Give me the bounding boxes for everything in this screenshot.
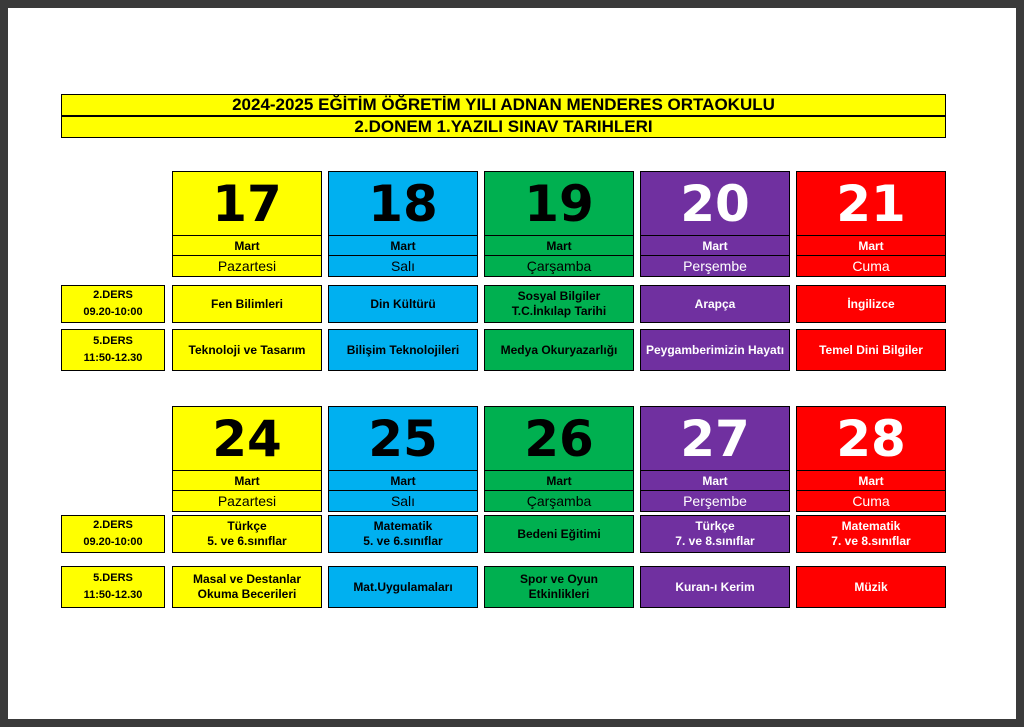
exam-subject-cell [640,329,790,371]
subject-line: Peygamberimizin Hayatı [645,342,785,357]
day-name: Perşembe [683,258,747,274]
period-time: 11:50-12.30 [83,589,143,601]
month-label: Mart [234,238,260,253]
day-number-cell [796,406,946,471]
exam-subject-cell [796,566,946,608]
exam-subject-cell [484,515,634,553]
subject-line: Masal ve Destanlar [192,572,302,586]
period-name: 2.DERS [93,519,133,531]
exam-subject-cell [640,515,790,553]
subject-line: Müzik [854,579,888,594]
exam-subject-cell [172,566,322,608]
period-label-cell [61,515,165,553]
exam-subject-cell [484,285,634,323]
day-name: Salı [390,493,416,509]
period-label-cell [61,566,165,608]
month-cell [484,235,634,256]
day-number: 24 [212,409,282,468]
day-number-cell [328,171,478,236]
day-number-cell [484,406,634,471]
month-label: Mart [858,473,884,488]
day-name: Cuma [852,493,890,509]
month-cell [484,470,634,491]
month-cell [796,235,946,256]
day-name-cell [796,490,946,512]
month-label: Mart [546,473,572,488]
period-time: 09.20-10:00 [83,306,143,318]
subject-line: Bedeni Eğitimi [517,526,601,541]
exam-subject-cell [328,566,478,608]
day-number-cell [796,171,946,236]
exam-subject-cell [640,285,790,323]
month-label: Mart [546,238,572,253]
day-name: Pazartesi [217,493,277,509]
day-name-cell [484,490,634,512]
month-cell [328,235,478,256]
day-name-cell [640,490,790,512]
period-time: 09.20-10:00 [83,536,143,548]
subject-line: Türkçe [695,519,735,533]
day-name: Pazartesi [217,258,277,274]
month-label: Mart [234,473,260,488]
subject-line: Matematik [373,519,433,533]
day-number: 28 [836,409,906,468]
day-number-cell [484,171,634,236]
day-number-cell [328,406,478,471]
exam-subject-cell [640,566,790,608]
subject-line: 5. ve 6.sınıflar [363,534,443,548]
subject-line: Okuma Becerileri [197,587,297,601]
period-name: 5.DERS [93,572,133,584]
period-label-cell [61,329,165,371]
exam-subject-cell [796,285,946,323]
day-name: Cuma [852,258,890,274]
month-cell [172,470,322,491]
period-time: 11:50-12.30 [83,352,143,364]
day-name-cell [640,255,790,277]
day-name-cell [796,255,946,277]
exam-subject-cell [328,515,478,553]
month-label: Mart [390,473,416,488]
exam-subject-cell [172,285,322,323]
day-name: Salı [390,258,416,274]
subject-line: Sosyal Bilgiler [517,289,601,303]
day-number: 26 [524,409,594,468]
period-name: 5.DERS [93,335,133,347]
subject-line: Din Kültürü [370,296,436,311]
period-name: 2.DERS [93,289,133,301]
exam-subject-cell [172,515,322,553]
subject-line: Arapça [694,296,736,311]
day-number-cell [172,171,322,236]
subject-line: 7. ve 8.sınıflar [831,534,911,548]
subject-line: Etkinlikleri [528,587,590,601]
subject-line: Medya Okuryazarlığı [500,342,618,357]
day-name-cell [172,490,322,512]
subject-line: 5. ve 6.sınıflar [207,534,287,548]
subject-line: Kuran-ı Kerim [675,579,755,594]
month-cell [640,235,790,256]
month-label: Mart [858,238,884,253]
day-number: 25 [368,409,438,468]
month-label: Mart [702,238,728,253]
document-page [8,8,1016,719]
day-name-cell [328,490,478,512]
exam-subject-cell [484,566,634,608]
day-number-cell [172,406,322,471]
exam-subject-cell [484,329,634,371]
day-name: Perşembe [683,493,747,509]
month-cell [328,470,478,491]
month-cell [640,470,790,491]
subject-line: Mat.Uygulamaları [353,579,453,594]
day-number: 20 [680,174,750,233]
subject-line: 7. ve 8.sınıflar [675,534,755,548]
period-label-cell [61,285,165,323]
day-number-cell [640,171,790,236]
subject-line: İngilizce [847,296,895,311]
day-name: Çarşamba [526,258,592,274]
subject-line: Spor ve Oyun [519,572,599,586]
exam-subject-cell [328,285,478,323]
subject-line: Matematik [841,519,901,533]
subject-line: Teknoloji ve Tasarım [188,342,306,357]
subject-line: Bilişim Teknolojileri [346,342,460,357]
exam-subject-cell [796,329,946,371]
day-number: 21 [836,174,906,233]
day-name-cell [328,255,478,277]
day-number: 27 [680,409,750,468]
subject-line: Temel Dini Bilgiler [819,342,923,357]
day-name-cell [172,255,322,277]
month-cell [172,235,322,256]
day-number: 18 [368,174,438,233]
exam-subject-cell [796,515,946,553]
subject-line: T.C.İnkılap Tarihi [511,304,607,318]
day-number: 17 [212,174,282,233]
month-label: Mart [702,473,728,488]
exam-subject-cell [172,329,322,371]
month-label: Mart [390,238,416,253]
day-name: Çarşamba [526,493,592,509]
exam-subject-cell [328,329,478,371]
month-cell [796,470,946,491]
subject-line: Fen Bilimleri [210,296,284,311]
title-line-2: 2.DONEM 1.YAZILI SINAV TARIHLERI [61,116,946,138]
subject-line: Türkçe [227,519,267,533]
day-number: 19 [524,174,594,233]
day-number-cell [640,406,790,471]
day-name-cell [484,255,634,277]
title-line-1: 2024-2025 EĞİTİM ÖĞRETİM YILI ADNAN MENDERES ORTAOKULU [61,94,946,116]
